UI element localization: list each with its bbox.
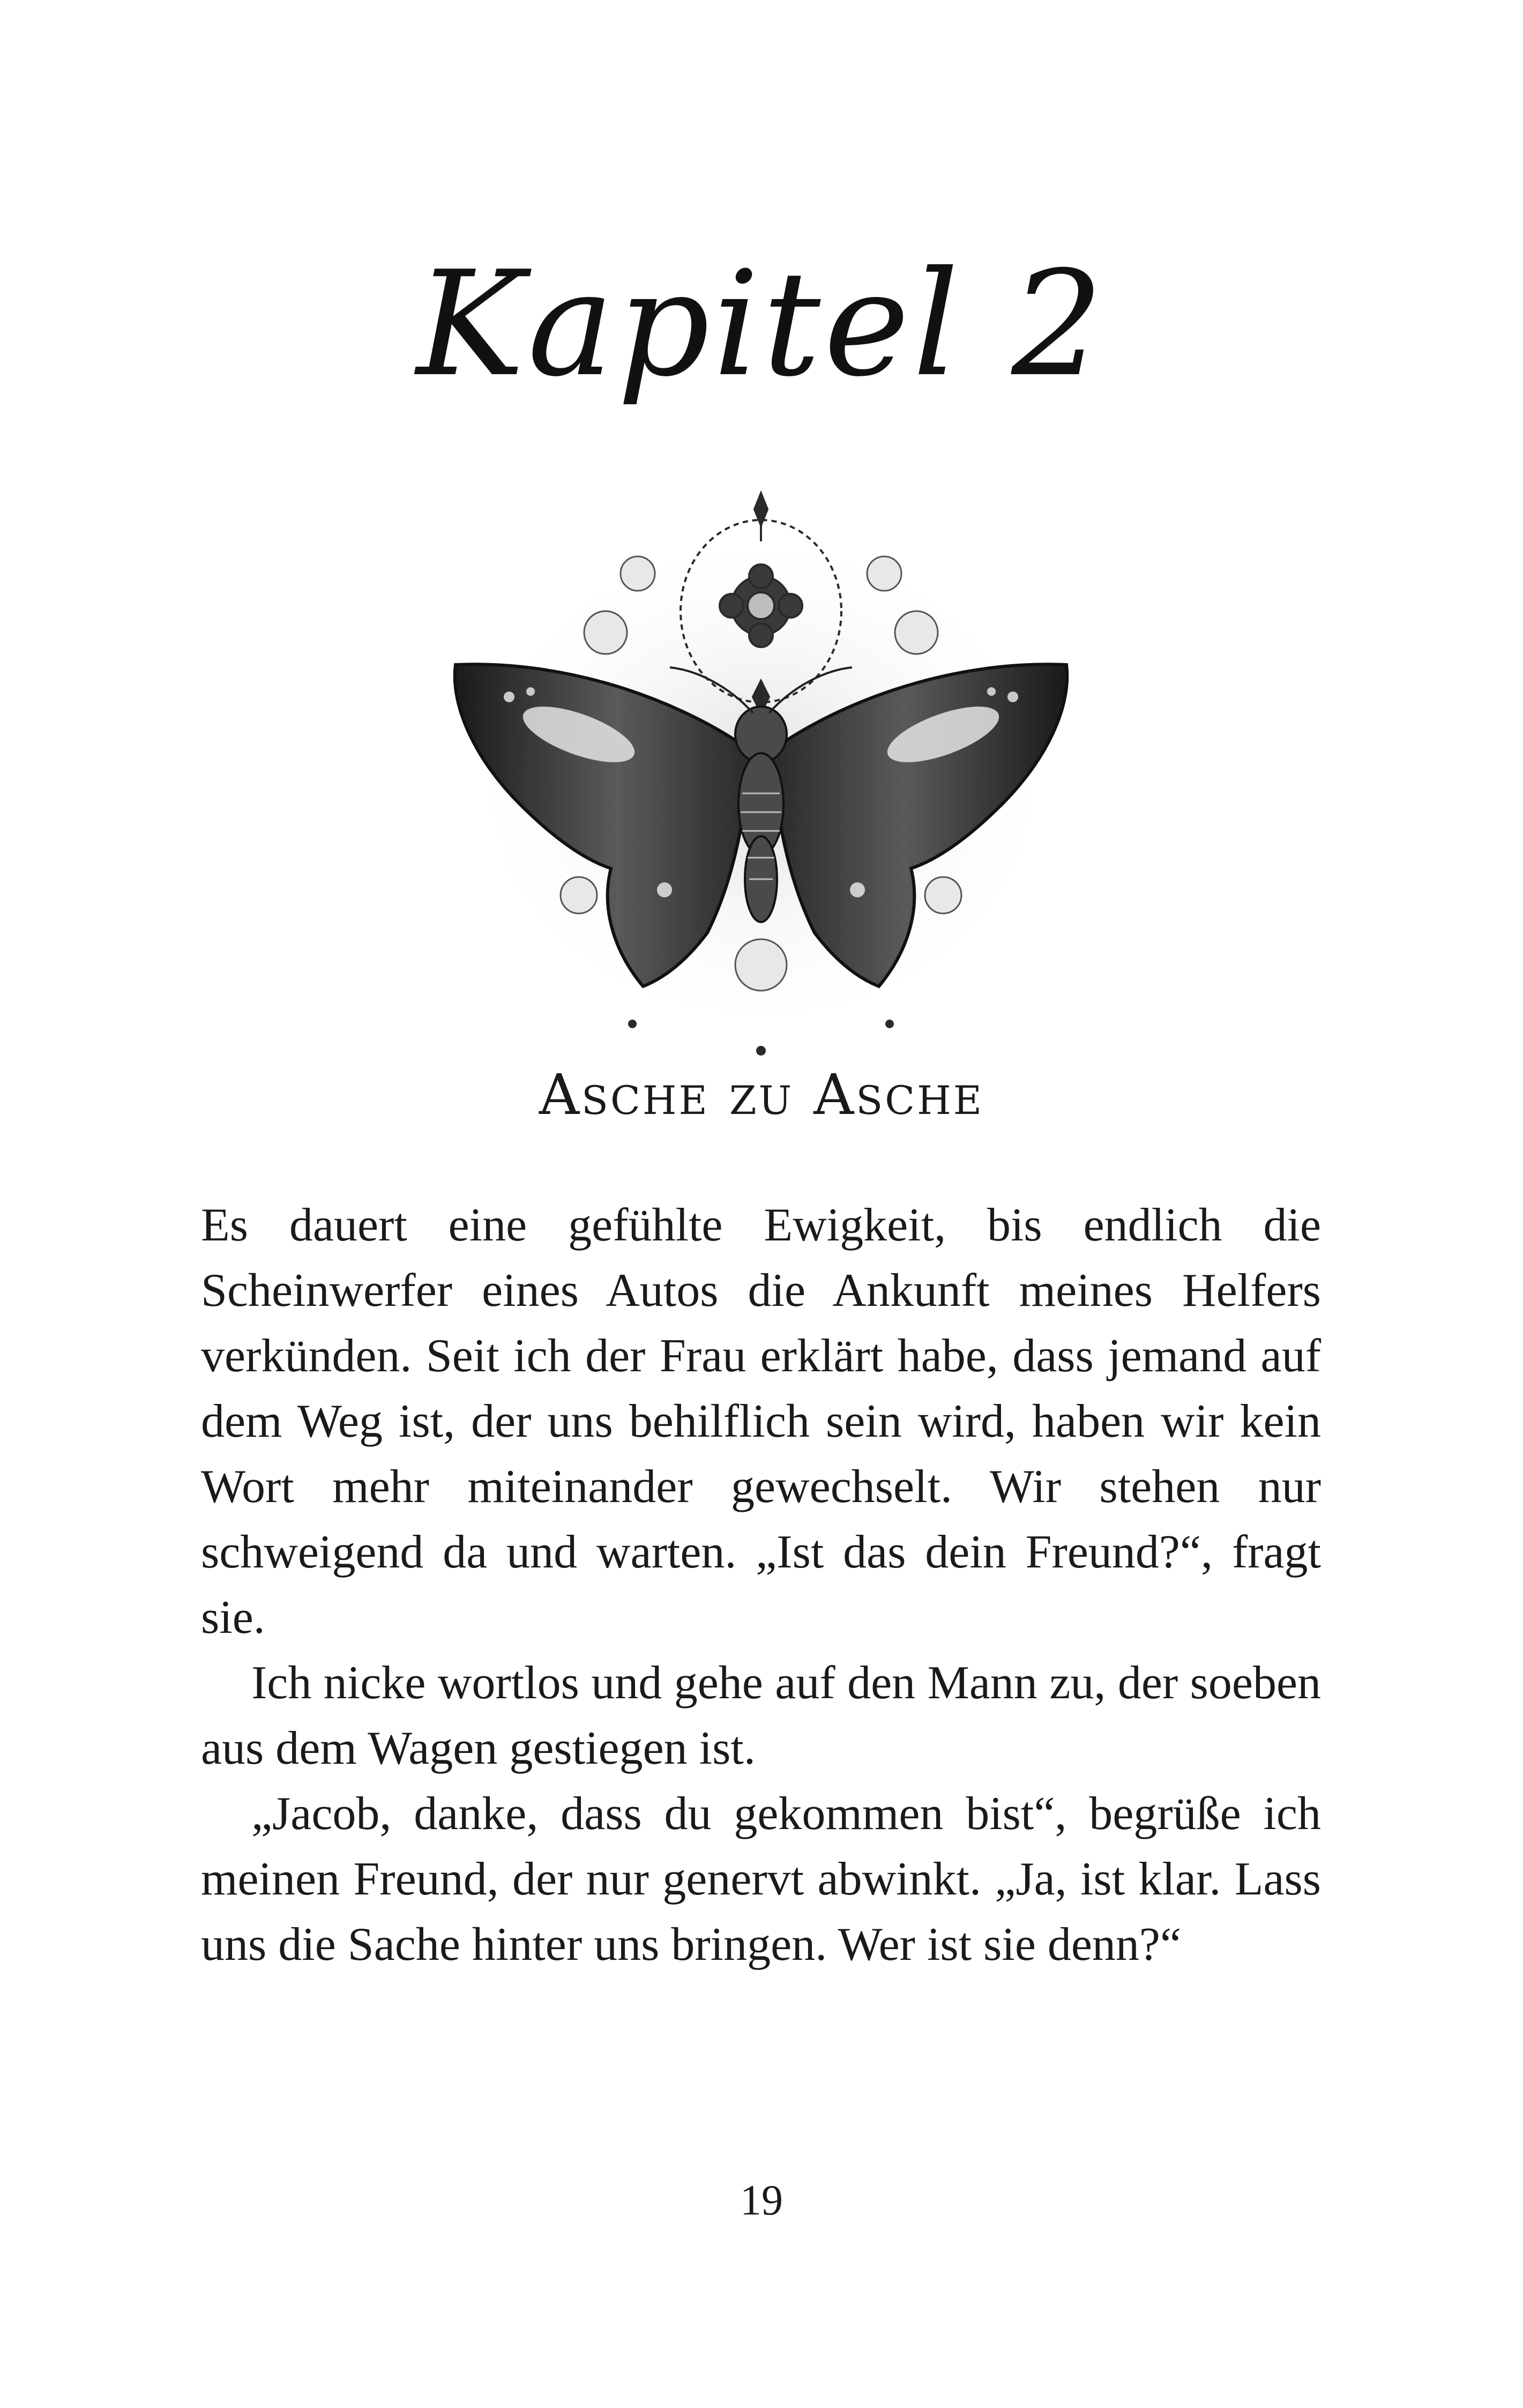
paragraph: „Jacob, danke, dass du gekommen bist“, begrüße ich meinen Freund, der nur genervt abwinkt. „Ja, ist klar. Lass uns die Sache hinter uns bringen. Wer ist sie denn?“ (201, 1788, 1321, 1971)
moth-illustration-icon (439, 482, 1082, 1072)
chapter-title: Kapitel 2 (416, 240, 1107, 408)
paragraph: Es dauert eine gefühlte Ewigkeit, bis endlich die Scheinwerfer eines Autos die Ankunft meines Helfers verkünden. Seit ich der Frau erklärt habe, dass jemand auf dem Weg ist, der uns behilflich sein wird, haben wir kein Wort mehr miteinander gewechselt. Wir stehen nur schweigend da und warten. „Ist das dein Freund?“, fragt sie. (201, 1199, 1321, 1644)
paragraph: Ich nicke wortlos und gehe auf den Mann zu, der soeben aus dem Wagen gestiegen ist. (201, 1657, 1321, 1774)
chapter-subtitle: Asche zu Asche (539, 1062, 984, 1127)
body-text (201, 1193, 1321, 1978)
page-number: 19 (740, 2177, 783, 2224)
